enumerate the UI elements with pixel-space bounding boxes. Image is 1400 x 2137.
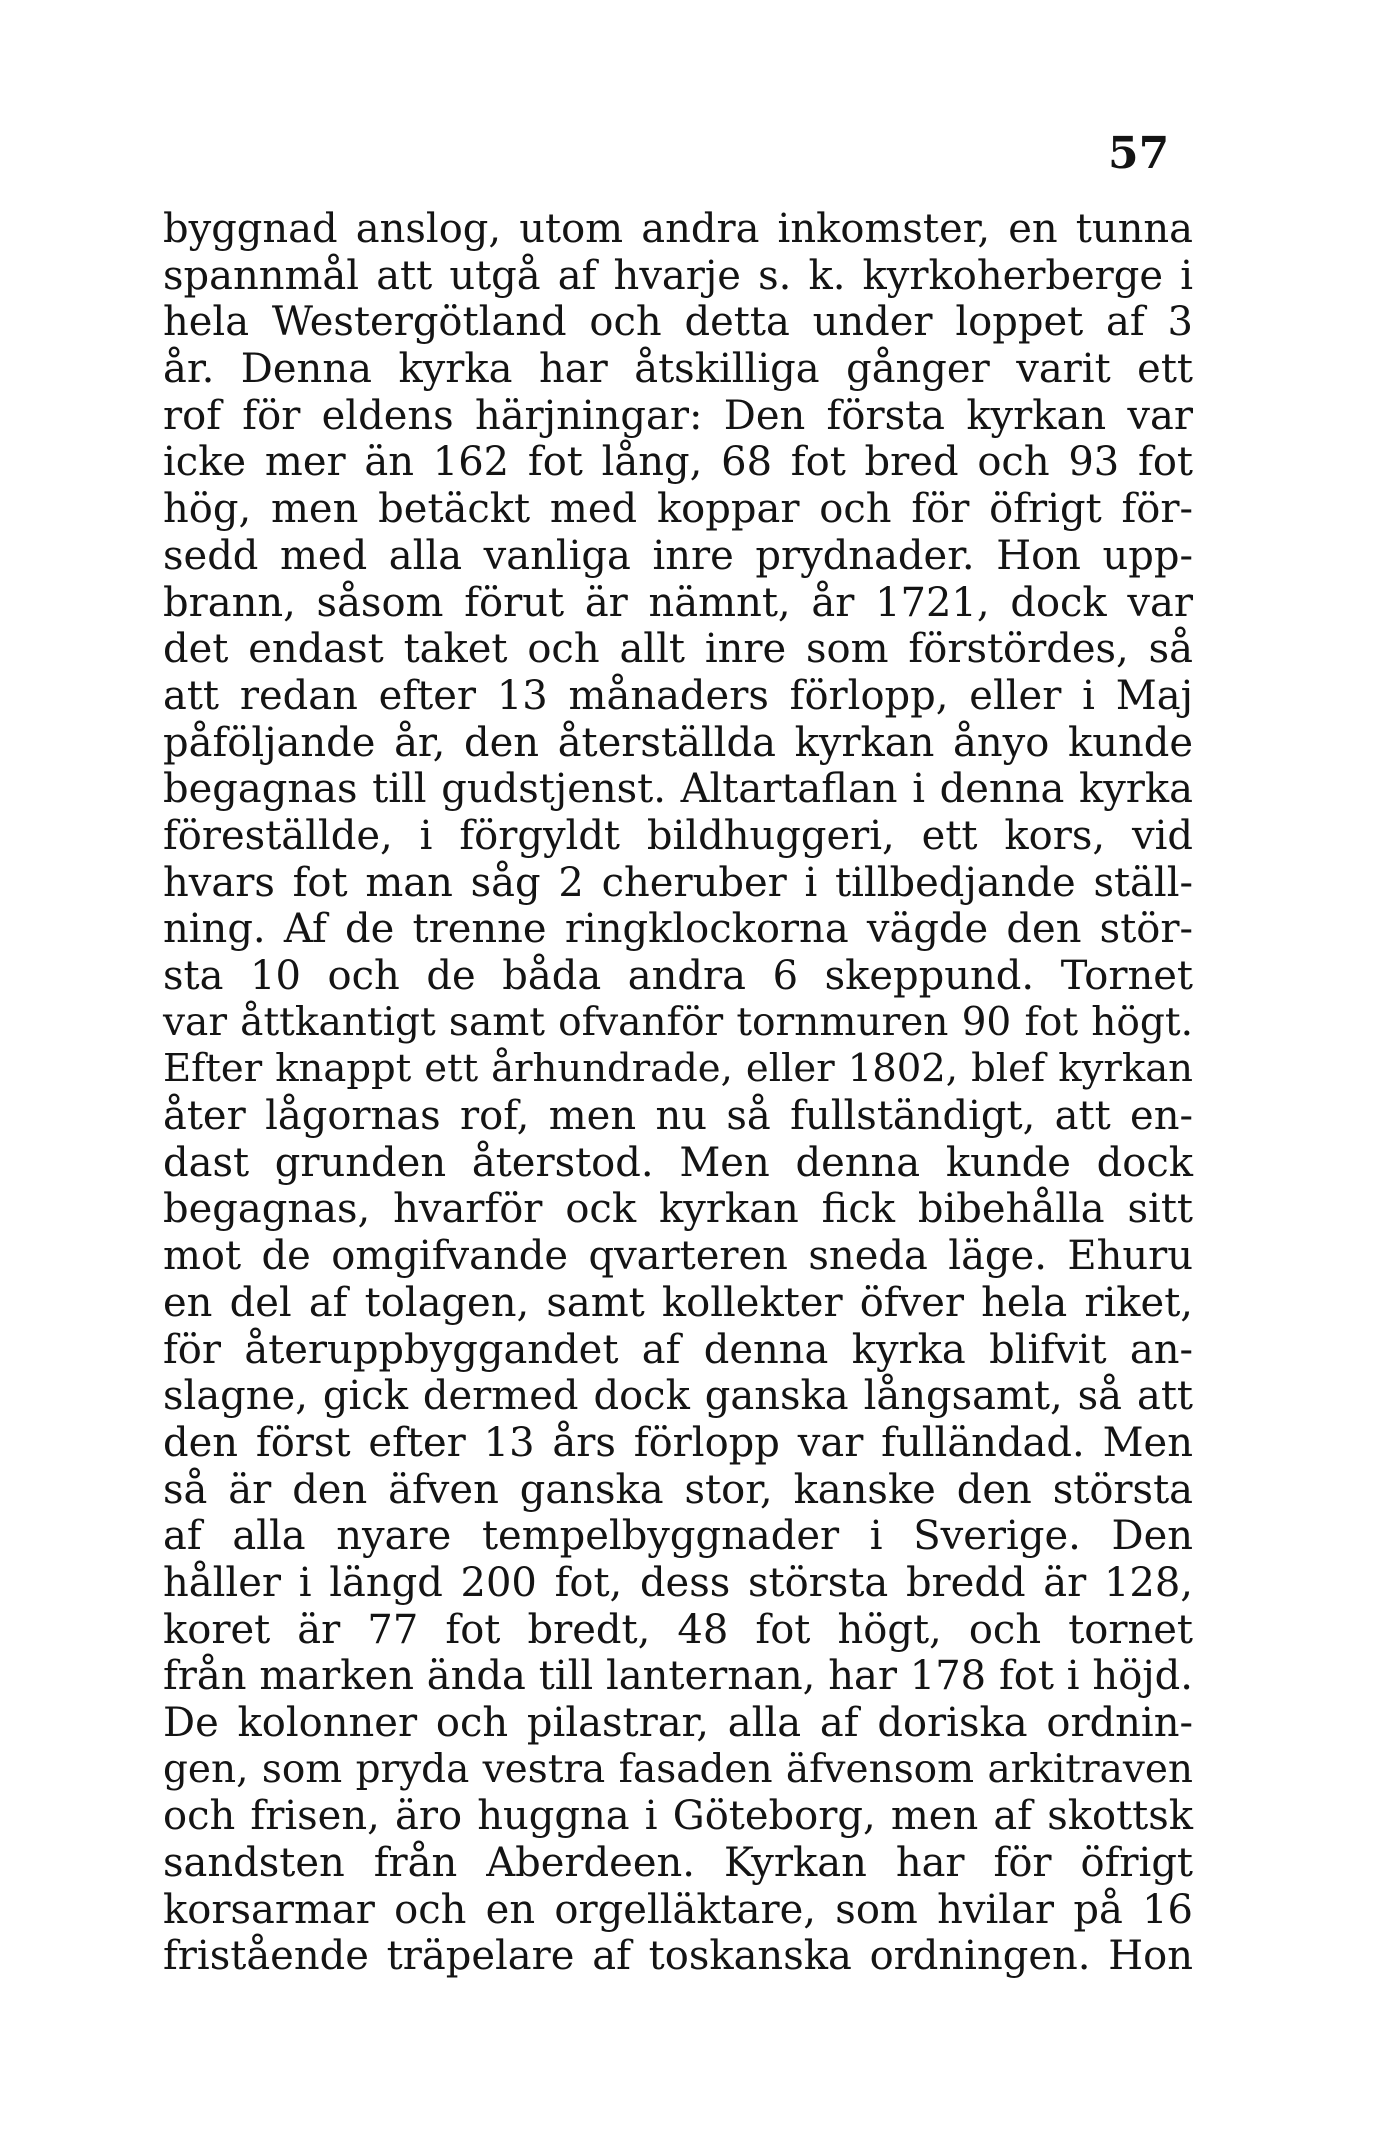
text-line: dast grunden återstod. Men denna kunde dock [163,1139,1193,1186]
text-line: gen, som pryda vestra fasaden äfvensom arkitraven [163,1746,1193,1792]
text-line: hela Westergötland och detta under loppet af 3 [163,299,1193,346]
text-line: från marken ända till lanternan, har 178 fot i höjd. [163,1653,1193,1700]
text-line: sedd med alla vanliga inre prydnader. Hon upp- [163,532,1193,579]
text-line: föreställde, i förgyldt bildhuggeri, ett kors, vid [163,812,1193,859]
text-line: påföljande år, den återställda kyrkan ånyo kunde [163,719,1193,766]
text-line: så är den äfven ganska stor, kanske den största [163,1466,1193,1513]
text-line: håller i längd 200 fot, dess största bredd är 128, [163,1559,1193,1606]
text-line: för återuppbyggandet af denna kyrka blifvit an- [163,1326,1193,1373]
page-number: 57 [1108,128,1170,179]
text-line: fristående träpelare af toskanska ordningen. Hon [163,1933,1193,1980]
text-line: att redan efter 13 månaders förlopp, eller i Maj [163,672,1193,719]
text-line: sandsten från Aberdeen. Kyrkan har för öfrigt [163,1840,1193,1887]
text-line: af alla nyare tempelbyggnader i Sverige. Den [163,1513,1193,1560]
text-line: sta 10 och de båda andra 6 skeppund. Tornet [163,953,1193,999]
text-line: spannmål att utgå af hvarje s. k. kyrkoherberge i [163,252,1193,299]
text-line: slagne, gick dermed dock ganska långsamt, så att [163,1373,1193,1420]
text-line: korsarmar och en orgelläktare, som hvilar på 16 [163,1886,1193,1933]
body-text [163,206,1193,1980]
text-line: ning. Af de trenne ringklockorna vägde den stör- [163,906,1193,953]
text-line: åter lågornas rof, men nu så fullständigt, att en- [163,1093,1193,1140]
text-line: hög, men betäckt med koppar och för öfrigt för- [163,486,1193,533]
text-line: brann, såsom förut är nämnt, år 1721, dock var [163,579,1193,626]
text-line: den först efter 13 års förlopp var fulländad. Men [163,1419,1193,1466]
text-line: byggnad anslog, utom andra inkomster, en tunna [163,206,1193,252]
text-line: hvars fot man såg 2 cheruber i tillbedjande ställ- [163,859,1193,906]
text-line: begagnas, hvarför ock kyrkan fick bibehålla sitt [163,1186,1193,1233]
text-line: begagnas till gudstjenst. Altartaflan i denna kyrka [163,766,1193,813]
text-line: en del af tolagen, samt kollekter öfver hela riket, [163,1279,1193,1326]
text-line: rof för eldens härjningar: Den första kyrkan var [163,392,1193,439]
text-line: Efter knappt ett århundrade, eller 1802, blef kyrkan [163,1046,1193,1092]
text-line: mot de omgifvande qvarteren sneda läge. Ehuru [163,1233,1193,1280]
text-line: var åttkantigt samt ofvanför tornmuren 90 fot högt. [163,999,1193,1045]
text-line: och frisen, äro huggna i Göteborg, men af skottsk [163,1793,1193,1840]
text-line: De kolonner och pilastrar, alla af doriska ordnin- [163,1700,1193,1746]
text-line: det endast taket och allt inre som förstördes, så [163,626,1193,673]
text-line: koret är 77 fot bredt, 48 fot högt, och tornet [163,1606,1193,1653]
text-line: icke mer än 162 fot lång, 68 fot bred och 93 fot [163,439,1193,486]
text-line: år. Denna kyrka har åtskilliga gånger varit ett [163,346,1193,393]
